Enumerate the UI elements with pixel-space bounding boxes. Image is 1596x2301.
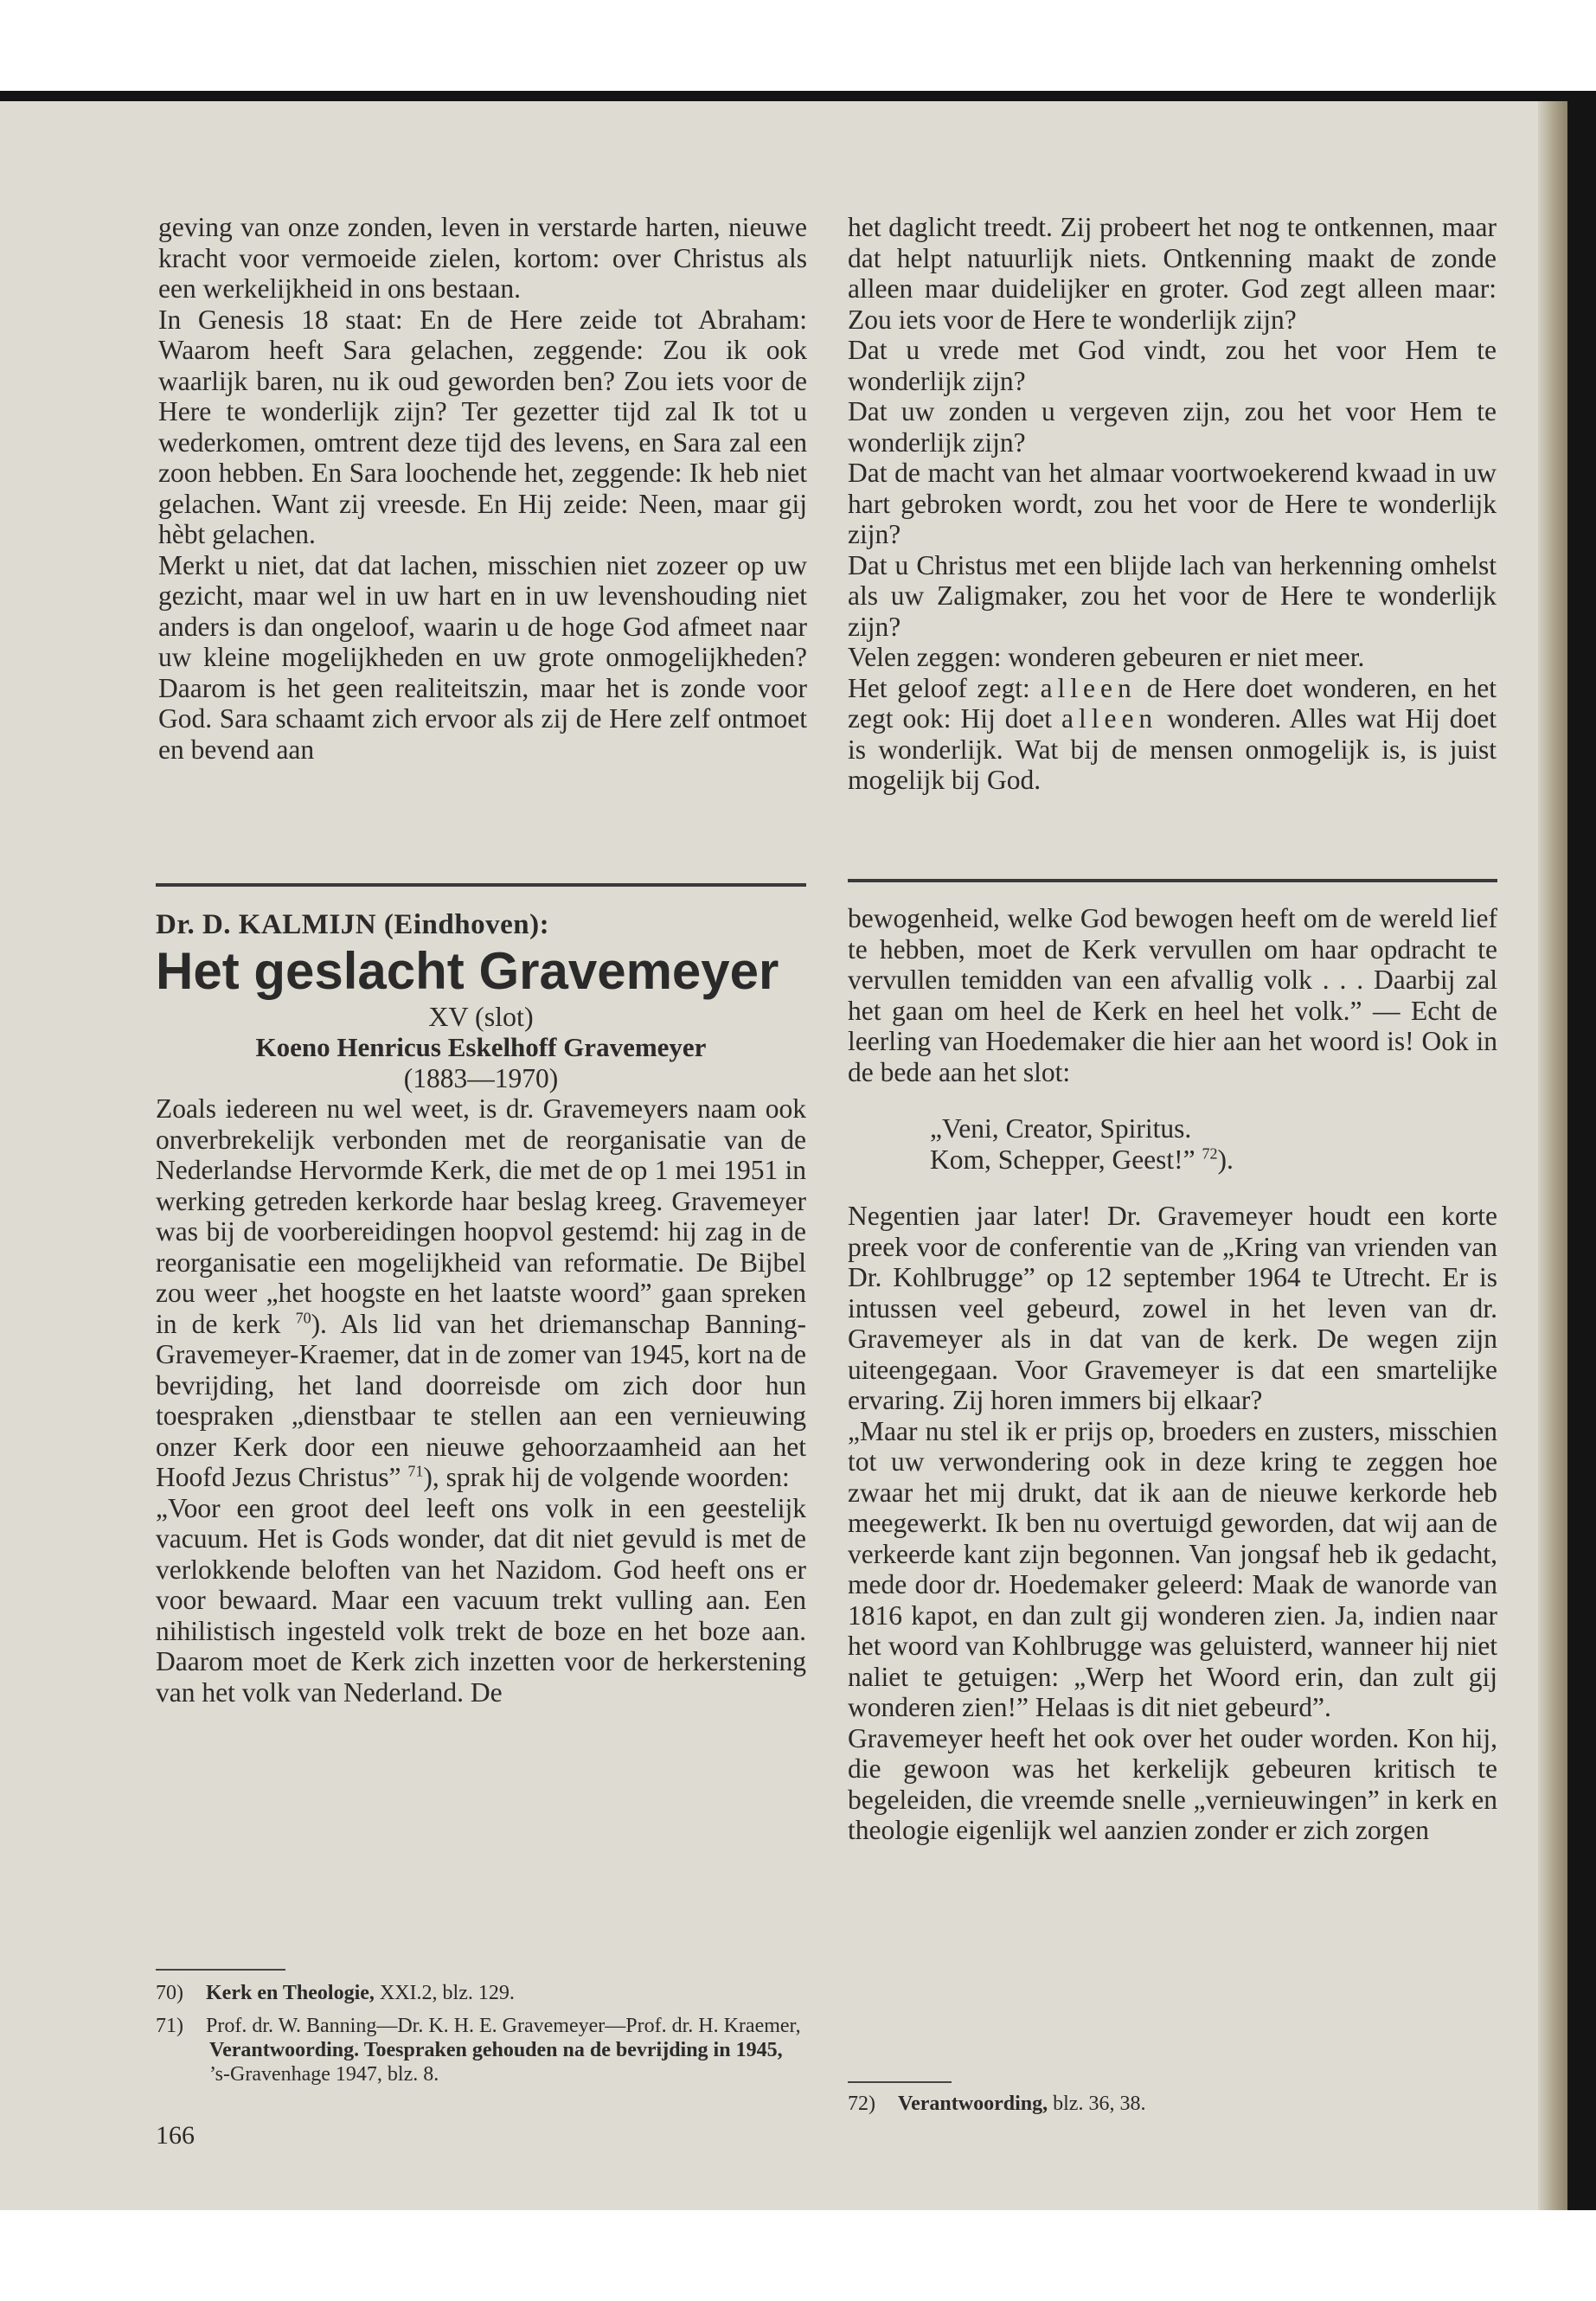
footnote-70	[156, 1981, 806, 2005]
paragraph: Gravemeyer heeft het ook over het ouder worden. Kon hij, die gewoon was het kerkelijk gebeuren kritisch te begeleiden, die vreemde snelle „vernieuwingen” in kerk en theologie eigenlijk wel aanzien zonder er zich zorgen	[848, 1722, 1497, 1845]
article-dates: (1883—1970)	[403, 1062, 559, 1093]
paragraph	[156, 1093, 806, 1493]
emphasis-alleen: alleen	[1040, 672, 1137, 703]
paragraph: „Voor een groot deel leeft ons volk in een geestelijk vacuum. Het is Gods wonder, dat dit niet gevuld is met de verlokkende beloften van het Nazidom. God heeft ons er voor bewaard. Maar een vacuum trekt vulling aan. Een nihilistisch ingesteld volk trekt de boze en het boze aan. Daarom moet de Kerk zich inzetten voor de herkerstening van het volk van Nederland. De	[156, 1492, 806, 1708]
footnote-text: XXI.2, blz. 129.	[374, 1982, 515, 2004]
footnote-title: Verantwoording,	[898, 2093, 1048, 2115]
footnote-71	[156, 2014, 806, 2086]
section-divider-right	[848, 879, 1497, 882]
paragraph: In Genesis 18 staat: En de Here zeide tot Abraham: Waarom heeft Sara gelachen, zeggende: Zou ik ook waarlijk baren, nu ik oud geworden ben? Zou iets voor de Here te wonderlijk zijn? Ter gezetter tijd zal Ik tot u wederkomen, omtrent deze tijd des levens, en Sara zal een zoon hebben. En Sara loochende het, zeggende: Ik heb niet gelachen. Want zij vreesde. En Hij zeide: Neen, maar gij hèbt gelachen.	[158, 304, 807, 549]
quote-line: Kom, Schepper, Geest!”	[930, 1144, 1195, 1175]
scan-right-border	[1567, 91, 1596, 2210]
footnote-text: Prof. dr. W. Banning—Dr. K. H. E. Gravemeyer—Prof. dr. H. Kraemer,	[206, 2015, 801, 2037]
scan-top-border	[0, 91, 1596, 101]
paragraph: Merkt u niet, dat dat lachen, misschien niet zozeer op uw gezicht, maar wel in uw hart en in uw levenshouding niet anders is dan ongeloof, waarin u de hoge God afmeet naar uw kleine mogelijkheden en uw grote onmogelijkheden? Daarom is het geen realiteitszin, maar het is zonde voor God. Sara schaamt zich ervoor als zij de Here zelf ontmoet en bevend aan	[158, 549, 807, 765]
paragraph: bewogenheid, welke God bewogen heeft om de wereld lief te hebben, moet de Kerk vervullen om haar opdracht te vervullen temidden van een afvallig volk . . . Daarbij zal het gaan om heel de Kerk en heel het volk.” — Echt de leerling van Hoedemaker die hier aan het woord is! Ook in de bede aan het slot:	[848, 903, 1497, 1087]
footnotes-left	[156, 1981, 806, 2095]
footnote-text: blz. 36, 38.	[1048, 2093, 1146, 2115]
paragraph: „Maar nu stel ik er prijs op, broeders en zusters, misschien tot uw verwondering ook in deze kring te zeggen hoe zwaar het mij drukt, dat ik aan de nieuwe kerkorde heb meegewerkt. Ik ben nu overtuigd geworden, dat wij aan de verkeerde kant zijn begonnen. Van jongsaf heb ik gedacht, mede door dr. Hoedemaker geleerd: Maak de wanorde van 1816 kapot, en dan zult gij wonderen zien. Ja, indien naar het woord van Kohlbrugge was geluisterd, wanneer hij niet naliet te getuigen: „Werp het Woord erin, dan zult gij wonderen zien!” Helaas is dit niet gebeurd”.	[848, 1415, 1497, 1722]
article-author: Dr. D. KALMIJN (Eindhoven):	[156, 909, 550, 940]
text-run: de Here doet wonderen, en het zegt ook: Hij doet	[848, 672, 1497, 734]
text-run: ). Als lid van het driemanschap Banning-Gravemeyer-Kraemer, dat in de zomer van 1945, kort na de bevrijding, het land doorreisde om zich door hun toespraken „dienstbaar te stellen aan een vernieuwing onzer Kerk door een nieuwe gehoorzaamheid aan het Hoofd Jezus Christus”	[156, 1308, 807, 1492]
footnote-ref: 72	[1202, 1144, 1218, 1162]
footnote-rule-right	[848, 2081, 952, 2083]
paragraph: Dat uw zonden u vergeven zijn, zou het voor Hem te wonderlijk zijn?	[848, 396, 1497, 458]
article-subject: Koeno Henricus Eskelhoff Gravemeyer	[255, 1032, 707, 1062]
section-divider-left	[156, 883, 806, 887]
text-run: Het geloof zegt:	[848, 672, 1030, 703]
footnote-ref: 70	[295, 1309, 311, 1326]
footnote-title: Kerk en Theologie,	[206, 1982, 375, 2004]
paragraph: Velen zeggen: wonderen gebeuren er niet meer.	[848, 642, 1365, 672]
footnote-number: 70)	[156, 1982, 183, 2004]
text-run: Zoals iedereen nu wel weet, is dr. Gravemeyers naam ook onverbrekelijk verbonden met de reorganisatie van de Nederlandse Hervormde Kerk, die met de op 1 mei 1951 in werking getreden kerkorde haar beslag kreeg. Gravemeyer was bij de voorbereidingen hoopvol gestemd: hij zag in de reorganisatie een mogelijkheid van reformatie. De Bijbel zou weer „het hoogste en het laatste woord” gaan spreken in de kerk	[156, 1093, 806, 1339]
page-number: 166	[156, 2121, 195, 2150]
quote-block: „Veni, Creator, Spiritus. Kom, Schepper, Geest!” $^{72}$).	[930, 1113, 1234, 1175]
paragraph: Negentien jaar later! Dr. Gravemeyer houdt een korte preek voor de conferentie van de „Kring van vrienden van Dr. Kohlbrugge” op 12 september 1964 te Utrecht. Er is intussen veel gebeurd, zowel in het leven van dr. Gravemeyer als in dat van de kerk. De wegen zijn uiteengegaan. Voor Gravemeyer is dat een smartelijke ervaring. Zij horen immers bij elkaar?	[848, 1201, 1497, 1415]
footnote-number: 71)	[156, 2015, 183, 2037]
paragraph	[848, 673, 1497, 796]
column-top-left	[158, 212, 807, 765]
paragraph: Dat de macht van het almaar voortwoekerend kwaad in uw hart gebroken wordt, zou het voor de Here te wonderlijk zijn?	[848, 458, 1497, 549]
footnote-72	[848, 2092, 1497, 2116]
emphasis-alleen: alleen	[1061, 703, 1158, 734]
paragraph: geving van onze zonden, leven in verstarde harten, nieuwe kracht voor vermoeide zielen, kortom: over Christus als een werkelijkheid in ons bestaan.	[158, 212, 807, 304]
paragraph: het daglicht treedt. Zij probeert het nog te ontkennen, maar dat helpt natuurlijk niets. Ontkenning maakt de zonde alleen maar duidelijker en groter. God zegt alleen maar: Zou iets voor de Here te wonderlijk zijn?	[848, 212, 1497, 335]
column-top-right	[848, 212, 1497, 796]
paragraph: Dat u Christus met een blijde lach van herkenning omhelst als uw Zaligmaker, zou het voor de Here te wonderlijk zijn?	[848, 549, 1497, 642]
text-run: ), sprak hij de volgende woorden:	[423, 1462, 790, 1492]
page-spine-shadow	[1538, 101, 1567, 2210]
text-run: wonderen. Alles wat Hij doet is wonderlijk. Wat bij de mensen onmogelijk is, is juist mogelijk bij God.	[848, 703, 1497, 795]
paragraph: Dat u vrede met God vindt, zou het voor Hem te wonderlijk zijn?	[848, 335, 1497, 396]
footnote-text: ’s-Gravenhage 1947, blz. 8.	[209, 2063, 439, 2086]
footnotes-right	[848, 2092, 1497, 2125]
footnote-number: 72)	[848, 2093, 875, 2115]
article-title: Het geslacht Gravemeyer	[156, 941, 779, 1000]
article-part: XV (slot)	[428, 1000, 534, 1032]
footnote-rule-left	[156, 1969, 285, 1971]
column-bottom-right	[848, 903, 1497, 1846]
footnote-ref: 71	[407, 1462, 424, 1480]
quote-line: „Veni, Creator, Spiritus.	[930, 1113, 1192, 1144]
column-bottom-left	[156, 910, 806, 1708]
footnote-title: Verantwoording. Toespraken gehouden na de bevrijding in 1945,	[209, 2039, 783, 2061]
